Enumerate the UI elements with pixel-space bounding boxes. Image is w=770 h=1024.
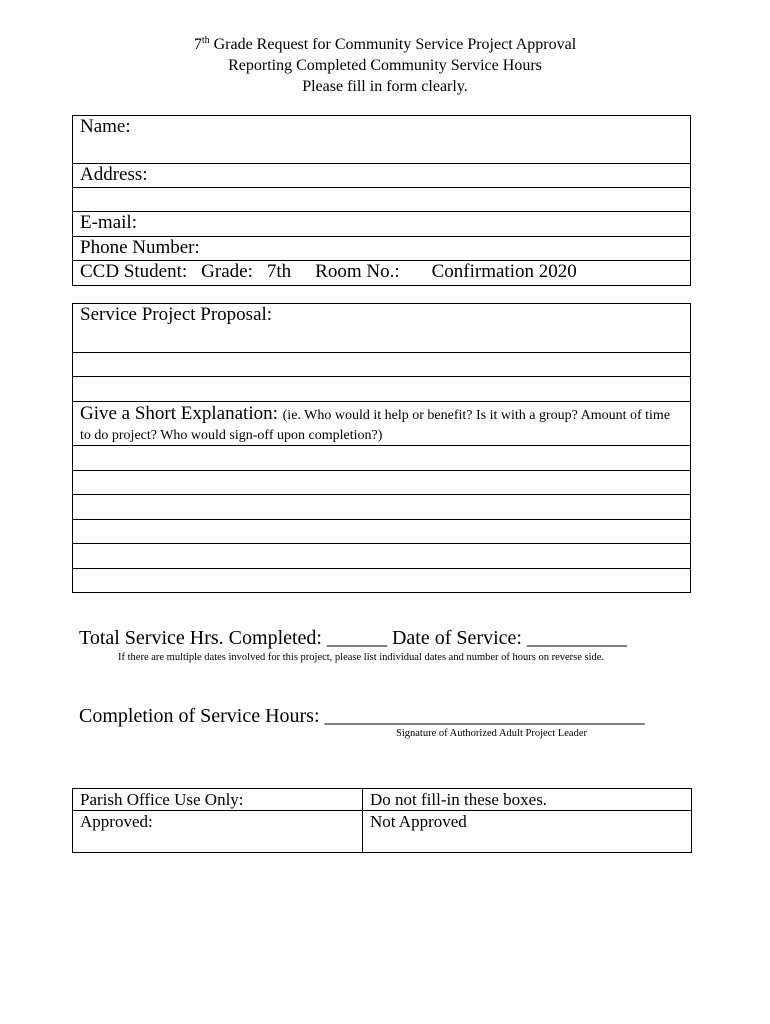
proposal-table	[72, 303, 691, 593]
parish-office-table	[72, 788, 692, 853]
email-field[interactable]	[73, 212, 691, 237]
name-label: Name:	[80, 116, 131, 137]
explanation-line-5[interactable]	[73, 544, 691, 569]
form-subtitle: Reporting Completed Community Service Hours	[228, 57, 542, 74]
form-title-text: Grade Request for Community Service Project Approval	[209, 36, 577, 53]
total-service-hours-line[interactable]: Total Service Hrs. Completed: ______ Date of Service: __________	[79, 627, 627, 649]
name-field[interactable]	[73, 116, 691, 164]
phone-label: Phone Number:	[80, 237, 200, 258]
personal-info-table	[72, 115, 691, 286]
parish-office-cell	[73, 789, 363, 811]
proposal-line-3[interactable]	[73, 377, 691, 402]
phone-field[interactable]	[73, 237, 691, 261]
ordinal-suffix: th	[201, 35, 210, 46]
approved-label: Approved:	[80, 812, 153, 831]
explanation-line-2[interactable]	[73, 471, 691, 495]
explanation-hint: (ie. Who would it help or benefit? Is it with a group? Amount of time to do project? Who would sign-off upon completion?)	[80, 408, 671, 443]
grade-label: Grade:	[201, 261, 253, 282]
address-label: Address:	[80, 164, 148, 185]
form-header	[0, 34, 770, 97]
parish-office-label: Parish Office Use Only:	[80, 790, 244, 809]
address-field[interactable]	[73, 164, 691, 188]
explanation-line-1[interactable]	[73, 446, 691, 471]
not-approved-label: Not Approved	[370, 812, 467, 831]
ccd-student-label: CCD Student:	[80, 261, 188, 282]
room-label: Room No.:	[315, 261, 400, 282]
ccd-student-row[interactable]	[73, 261, 691, 286]
signature-caption: Signature of Authorized Adult Project Leader	[396, 728, 587, 739]
multiple-dates-note: If there are multiple dates involved for this project, please list individual dates and number of hours on reverse side.	[118, 652, 605, 663]
form-instruction: Please fill in form clearly.	[302, 78, 468, 95]
grade-value: 7th	[266, 261, 292, 282]
do-not-fill-label: Do not fill-in these boxes.	[370, 790, 548, 809]
form-title: 7th Grade Request for Community Service Project Approval	[193, 35, 577, 53]
explanation-line-6[interactable]	[73, 569, 691, 593]
address-line-2[interactable]	[73, 188, 691, 212]
service-project-label: Service Project Proposal:	[80, 304, 273, 325]
do-not-fill-cell	[363, 789, 692, 811]
explanation-field[interactable]	[73, 402, 691, 446]
completion-signature-line[interactable]: Completion of Service Hours: ________________________________	[79, 705, 645, 727]
service-project-field[interactable]	[73, 304, 691, 353]
approved-cell[interactable]	[73, 811, 363, 853]
explanation-label: Give a Short Explanation:	[80, 403, 278, 424]
email-label: E-mail:	[80, 212, 137, 233]
not-approved-cell[interactable]	[363, 811, 692, 853]
explanation-line-3[interactable]	[73, 495, 691, 520]
explanation-line-4[interactable]	[73, 520, 691, 544]
confirmation-label: Confirmation 2020	[431, 261, 577, 282]
proposal-line-2[interactable]	[73, 353, 691, 377]
